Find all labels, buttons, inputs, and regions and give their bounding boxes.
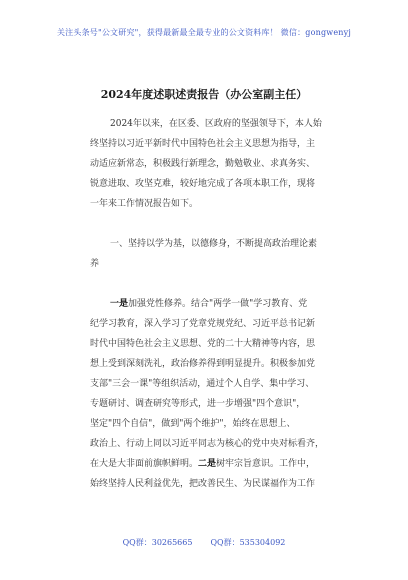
text-line: 一年来工作情况报告如下。 <box>90 199 199 209</box>
text-line: 想上受到深刻洗礼，政治修养得到明显提升。积极参加党 <box>90 359 316 369</box>
text-line: 时代中国特色社会主义思想、党的二十大精神等内容，思 <box>90 339 316 349</box>
qq-group-1: QQ群：30265665 <box>122 538 193 547</box>
text-line: 始终坚持人民利益优先，把改善民生、为民谋福作为工作 <box>90 479 316 489</box>
text-line: 终坚持以习近平新时代中国特色社会主义思想为指导，主 <box>90 139 316 149</box>
text-line: 锐意进取、攻坚克难，较好地完成了各项本职工作，现将 <box>90 179 316 189</box>
qq-group-2: QQ群：535304092 <box>210 538 286 547</box>
document-body <box>90 114 340 494</box>
paragraph-gap <box>90 274 340 294</box>
text-run: 加强党性修养。结合"两学一做"学习教育、党 <box>128 299 308 309</box>
document-title: 2024年度述职述责报告（办公室副主任） <box>100 88 308 101</box>
text-line: 纪学习教育，深入学习了党章党规党纪、习近平总书记新 <box>90 319 316 329</box>
text-line: 政治上、行动上同以习近平同志为核心的党中央对标看齐， <box>90 439 325 449</box>
text-line <box>90 454 340 474</box>
text-run: 树牢宗旨意识。工作中， <box>216 459 316 469</box>
top-banner: 关注头条号"公文研究"，获得最新最全最专业的公文资料库！ 微信：gongwenyj <box>56 28 352 37</box>
text-line <box>90 294 340 314</box>
footer-contact <box>0 537 408 548</box>
text-line: 2024年以来，在区委、区政府的坚强领导下，本人始 <box>110 119 322 129</box>
text-run: 在大是大非面前旗帜鲜明。 <box>90 459 199 469</box>
heading-line: 养 <box>90 259 100 269</box>
text-line: 支部"三会一课"等组织活动，通过个人自学、集中学习、 <box>90 379 315 389</box>
text-line: 动适应新常态，积极践行新理念，勤勉敬业、求真务实、 <box>90 159 316 169</box>
heading-line: 一、坚持以学为基，以德修身，不断提高政治理论素 <box>110 239 318 249</box>
text-line: 坚定"四个自信"，做到"两个维护"，始终在思想上、 <box>90 419 296 429</box>
bold-lead: 一是 <box>110 299 129 309</box>
paragraph-intro <box>90 114 340 214</box>
paragraph-point-1 <box>90 294 340 494</box>
paragraph-gap <box>90 214 340 234</box>
bold-lead: 二是 <box>198 459 217 469</box>
section-heading-1 <box>90 234 340 274</box>
text-line: 专题研讨、调查研究等形式，进一步增强"四个意识"， <box>90 399 306 409</box>
